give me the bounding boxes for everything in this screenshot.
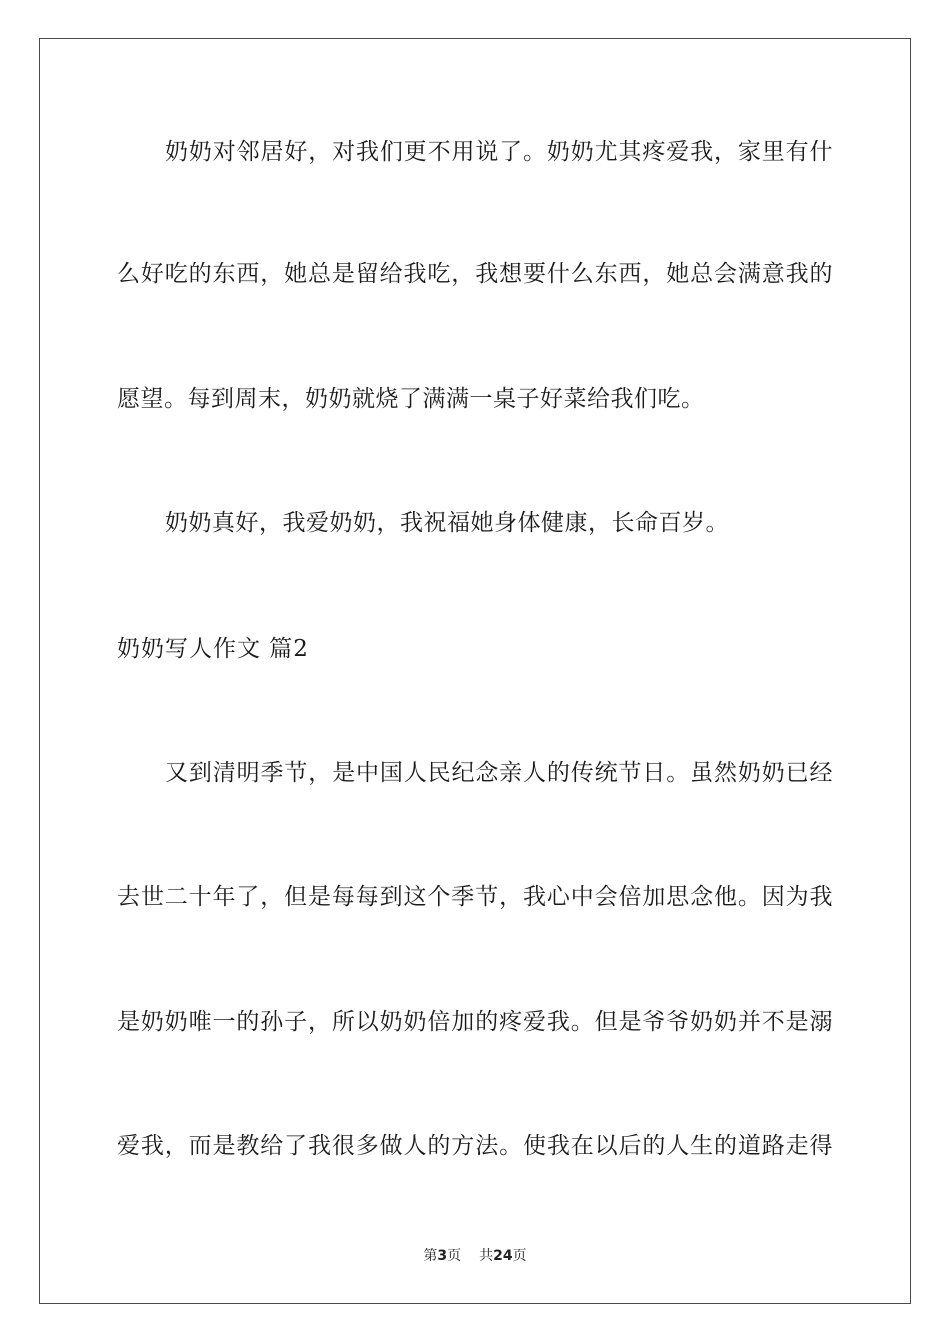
total-suffix: 页: [512, 1248, 527, 1264]
total-prefix: 共: [479, 1248, 494, 1264]
total-page-count: 24: [493, 1248, 513, 1264]
paragraph-3-line-4: 爱我，而是教给了我很多做人的方法。使我在以后的人生的道路走得: [117, 1133, 833, 1159]
page-prefix: 第: [423, 1248, 438, 1264]
page-number-footer: [0, 1246, 950, 1266]
paragraph-1-line-1: 奶奶对邻居好，对我们更不用说了。奶奶尤其疼爱我，家里有什: [165, 139, 833, 165]
paragraph-3-line-2: 去世二十年了，但是每每到这个季节，我心中会倍加思念他。因为我: [117, 884, 833, 910]
section-heading: 奶奶写人作文 篇2: [117, 636, 309, 662]
paragraph-3-line-3: 是奶奶唯一的孙子，所以奶奶倍加的疼爱我。但是爷爷奶奶并不是溺: [117, 1009, 833, 1035]
paragraph-1-line-2: 么好吃的东西，她总是留给我吃，我想要什么东西，她总会满意我的: [117, 261, 833, 287]
page-border: [39, 38, 911, 1304]
current-page-number: 3: [437, 1248, 448, 1264]
paragraph-1-line-3: 愿望。每到周末，奶奶就烧了满满一桌子好菜给我们吃。: [117, 386, 705, 412]
paragraph-3-line-1: 又到清明季节，是中国人民纪念亲人的传统节日。虽然奶奶已经: [165, 760, 833, 786]
paragraph-2-line-1: 奶奶真好，我爱奶奶，我祝福她身体健康，长命百岁。: [165, 510, 729, 536]
page-suffix: 页: [447, 1248, 462, 1264]
